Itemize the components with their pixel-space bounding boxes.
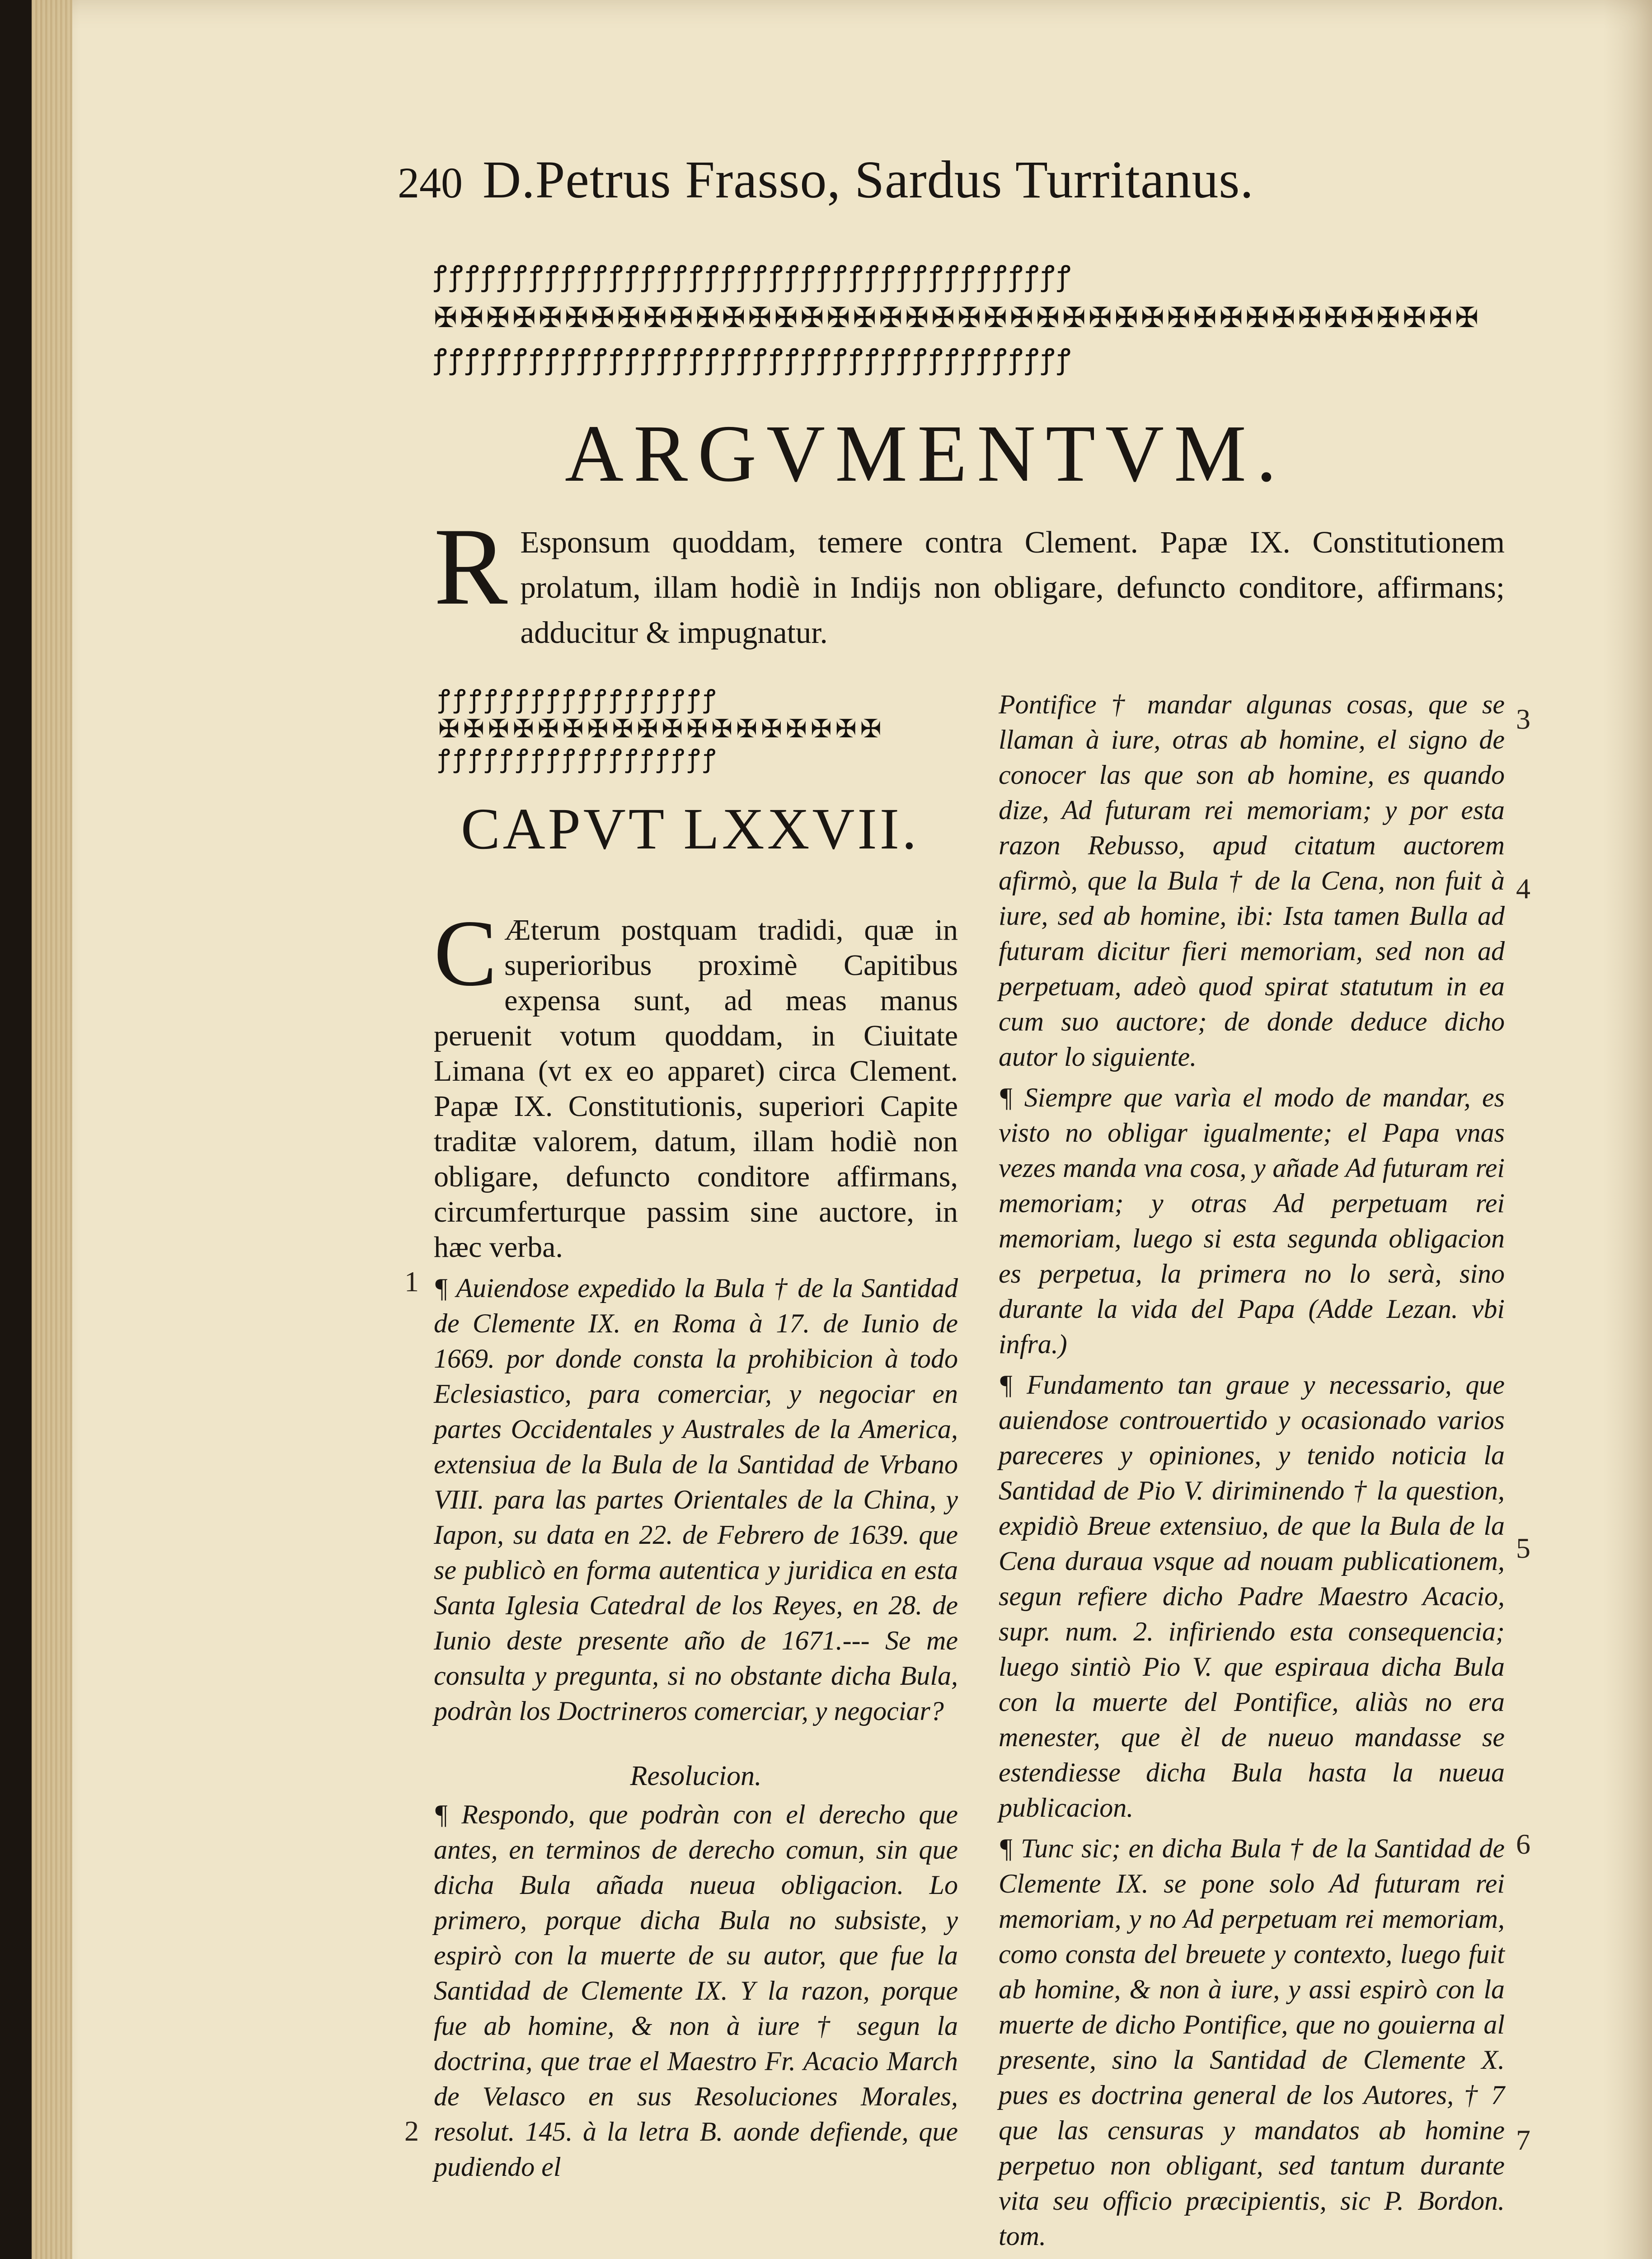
resolution-heading: Resolucion. bbox=[630, 1761, 762, 1791]
marginal-number: 1 bbox=[404, 1265, 419, 1298]
marginal-number: 2 bbox=[404, 2115, 419, 2147]
right-paragraph: ¶ Siempre que varìa el modo de mandar, es visto no obligar igualmente; el Papa vnas vezes manda vna cosa, y añade Ad futuram rei memoriam; y otras Ad perpetuam rei memoriam, luego si esta segunda obligacion es perpetua, la primera no lo serà, sino durante la vida del Papa (Adde Lezan. vbi infra.) bbox=[999, 1083, 1505, 1359]
drop-cap: R bbox=[434, 505, 508, 628]
right-paragraph: Pontifice † mandar algunas cosas, que se llaman à iure, otras ab homine, el signo de conocer las que son ab homine, es quando dize, Ad futuram rei memoriam; y por esta razon Rebusso, apud citatum auctorem afirmò, que la Bula † de la Cena, non fuit à iure, sed ab homine, ibi: Ista tamen Bulla ad futuram dicitur fieri memoriam, sed non ad perpetuam, adeò quod spirat statutum in ea cum suo auctore; de donde deduce dicho autor lo siguiente. bbox=[999, 689, 1505, 1072]
marginal-number: 3 bbox=[1516, 703, 1530, 735]
quoted-paragraph: ¶ Auiendose expedido la Bula † de la Santidad de Clemente IX. en Roma à 17. de Iunio de 1669. por donde consta la prohibicion à todo Eclesiastico, para comerciar, y negociar en partes Occidentales y Australes de la America, extensiua de la Bula de la Santidad de Vrbano VIII. para las partes Orientales de la China, y Iapon, su data en 22. de Febrero de 1639. que se publicò en forma autentica y juridica en esta Santa Iglesia Catedral de los Reyes, en 28. de Iunio deste presente año de 1671.--- Se me consulta y pregunta, si no obstante dicha Bula, podràn los Doctrineros comerciar, y negociar? bbox=[434, 1273, 958, 1726]
marginal-number: 7 bbox=[1516, 2124, 1530, 2156]
right-paragraph: ¶ Fundamento tan graue y necessario, que auiendose controuertido y ocasionado varios pareceres y opiniones, y tenido noticia la Santidad de Pio V. diriminendo † la question, expidiò Breue extensiuo, de que la Bula de la Cena duraua vsque ad nouam publicationem, segun refiere dicho Padre Maestro Acacio, supr. num. 2. infiriendo esta consequencia; luego sintiò Pio V. que espiraua dicha Bula con la muerte del Pontifice, aliàs no era menester, que èl de nueuo mandasse se estendiesse dicha Bula hasta la nueua publicacion. bbox=[999, 1370, 1505, 1823]
argument-paragraph bbox=[434, 505, 1505, 669]
page-gutter-edge bbox=[32, 0, 72, 2259]
running-title: D.Petrus Frasso, Sardus Turritanus. bbox=[483, 150, 1254, 209]
right-column bbox=[999, 687, 1505, 2259]
argument-heading: ARGVMENTVM. bbox=[565, 408, 1287, 498]
ornament-row: ꝭꝭꝭꝭꝭꝭꝭꝭꝭꝭꝭꝭꝭꝭꝭꝭꝭꝭꝭꝭꝭꝭꝭꝭꝭꝭꝭꝭꝭꝭꝭꝭꝭꝭꝭꝭꝭꝭꝭꝭ bbox=[434, 345, 1074, 375]
top-ornament-band bbox=[434, 262, 1505, 389]
ornament-row: ꝭꝭꝭꝭꝭꝭꝭꝭꝭꝭꝭꝭꝭꝭꝭꝭꝭꝭ bbox=[438, 687, 719, 714]
column-ornament-band bbox=[438, 687, 944, 777]
right-paragraph: ¶ Tunc sic; en dicha Bula † de la Santidad de Clemente IX. se pone solo Ad futuram rei memoriam, y no Ad perpetuam rei memoriam, como consta del breuete y contexto, luego fuit ab homine, & non à iure, y assi espirò con la muerte de dicho Pontifice, que no gouierna al presente, sino la Santidad de Clemente X. pues es doctrina general de los Autores, † 7 que las censuras y mandatos ab homine perpetuo non obligant, sed tantum durante vita seu officio præcipientis, sic P. Bordon. tom. bbox=[999, 1833, 1505, 2251]
ornament-row: ꝭꝭꝭꝭꝭꝭꝭꝭꝭꝭꝭꝭꝭꝭꝭꝭꝭꝭ bbox=[438, 746, 719, 773]
marginal-number: 6 bbox=[1516, 1828, 1530, 1860]
ornament-row: ✠✠✠✠✠✠✠✠✠✠✠✠✠✠✠✠✠✠ bbox=[438, 717, 885, 744]
argument-text: Esponsum quoddam, temere contra Clement. Papæ IX. Constitutionem prolatum, illam hodiè in Indijs non obligare, defuncto conditore, affirmans; adducitur & impugnatur. bbox=[520, 525, 1505, 650]
running-head bbox=[398, 149, 1392, 217]
ornament-row: ✠✠✠✠✠✠✠✠✠✠✠✠✠✠✠✠✠✠✠✠✠✠✠✠✠✠✠✠✠✠✠✠✠✠✠✠✠✠✠✠ bbox=[434, 304, 1481, 334]
page-number: 240 bbox=[398, 159, 463, 207]
intro-paragraph bbox=[434, 901, 958, 1265]
intro-text: Æterum postquam tradidi, quæ in superioribus proximè Capitibus expensa sunt, ad meas manus peruenit votum quoddam, in Ciuitate Limana (vt ex eo apparet) circa Clement. Papæ IX. Constitutionis, superiori Capite traditæ valorem, datum, illam hodiè non obligare, defuncto conditore affirmans, circumferturque passim sine auctore, in hæc verba. bbox=[434, 914, 958, 1264]
drop-cap: C bbox=[434, 901, 497, 1006]
chapter-heading: CAPVT LXXVII. bbox=[461, 797, 920, 862]
ornament-row: ꝭꝭꝭꝭꝭꝭꝭꝭꝭꝭꝭꝭꝭꝭꝭꝭꝭꝭꝭꝭꝭꝭꝭꝭꝭꝭꝭꝭꝭꝭꝭꝭꝭꝭꝭꝭꝭꝭꝭꝭ bbox=[434, 262, 1074, 292]
marginal-number: 4 bbox=[1516, 872, 1530, 905]
marginal-number: 5 bbox=[1516, 1532, 1530, 1564]
resolution-paragraph: ¶ Respondo, que podràn con el derecho que antes, en terminos de derecho comun, sin que dicha Bula añada nueua obligacion. Lo primero, porque dicha Bula no subsiste, y espirò con la muerte de su autor, que fue la Santidad de Clemente IX. Y la razon, porque fue ab homine, & non à iure † segun la doctrina, que trae el Maestro Fr. Acacio March de Velasco en sus Resoluciones Morales, resolut. 145. à la letra B. aonde defiende, que pudiendo el bbox=[434, 1800, 958, 2182]
left-column bbox=[434, 901, 958, 2259]
